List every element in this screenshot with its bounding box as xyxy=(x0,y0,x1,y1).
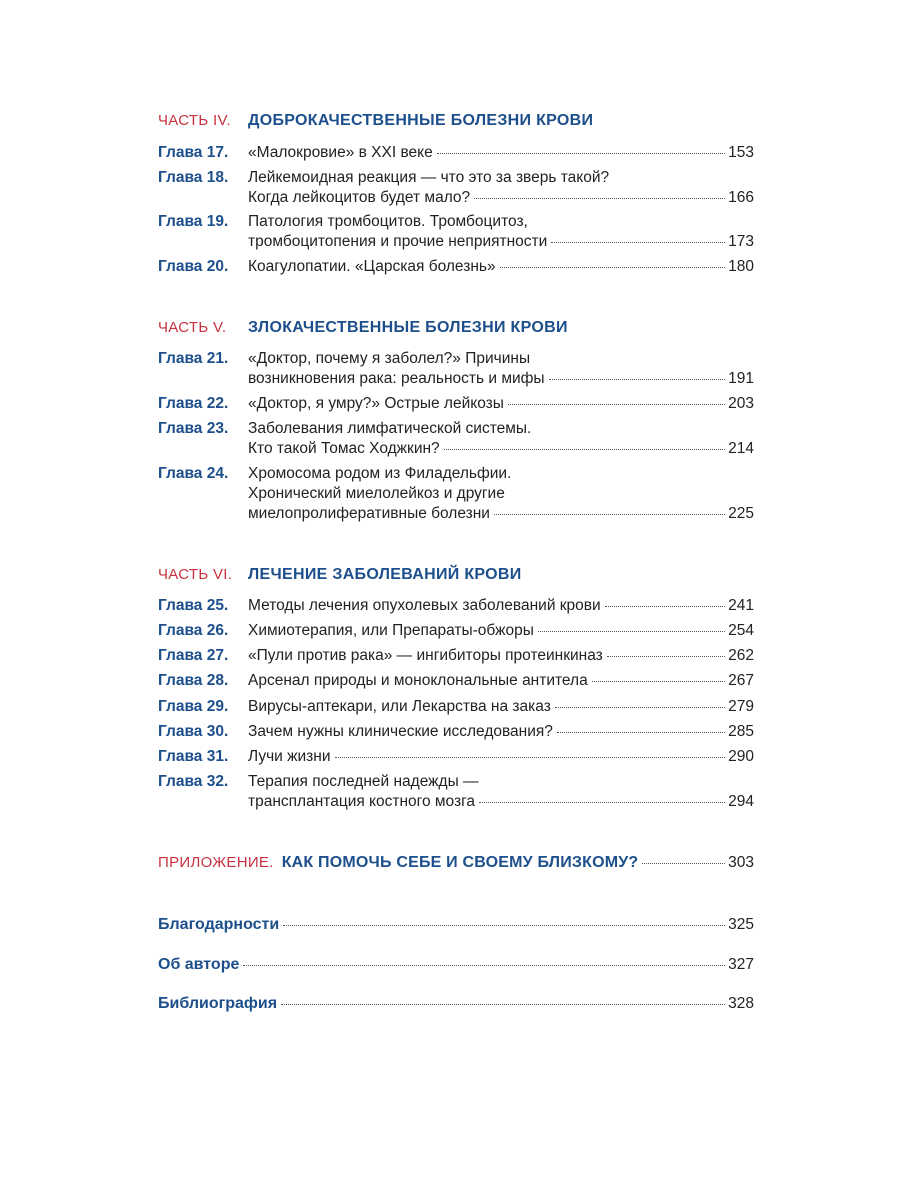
chapter-title: Арсенал природы и моноклональные антитела xyxy=(248,672,588,689)
page-number: 166 xyxy=(728,189,754,206)
page-number: 153 xyxy=(728,144,754,161)
part-title: ЛЕЧЕНИЕ ЗАБОЛЕВАНИЙ КРОВИ xyxy=(248,566,522,583)
dot-leader xyxy=(549,379,726,380)
chapter-label: Глава 28. xyxy=(158,672,229,689)
dot-leader xyxy=(474,198,725,199)
chapter-title: Хромосома родом из Филадельфии. xyxy=(248,465,512,482)
chapter-title: миелопролиферативные болезни xyxy=(248,505,490,522)
end-matter-title: Об авторе xyxy=(158,956,240,973)
chapter-label: Глава 31. xyxy=(158,748,229,765)
chapter-title: Терапия последней надежды — xyxy=(248,773,479,790)
chapter-label: Глава 29. xyxy=(158,698,229,715)
page-number: 262 xyxy=(728,647,754,664)
chapter-title: «Доктор, я умру?» Острые лейкозы xyxy=(248,395,504,412)
dot-leader xyxy=(605,606,725,607)
dot-leader xyxy=(243,965,725,966)
chapter-title: Патология тромбоцитов. Тромбоцитоз, xyxy=(248,213,528,230)
chapter-title: Химиотерапия, или Препараты-обжоры xyxy=(248,622,534,639)
chapter-label: Глава 18. xyxy=(158,169,229,186)
end-matter-title: Библиография xyxy=(158,995,278,1012)
part-title: ДОБРОКАЧЕСТВЕННЫЕ БОЛЕЗНИ КРОВИ xyxy=(248,112,594,129)
part-heading xyxy=(158,109,754,133)
part-label: ЧАСТЬ V. xyxy=(158,319,227,336)
dot-leader xyxy=(592,681,725,682)
dot-leader xyxy=(642,863,725,864)
chapter-title: Когда лейкоцитов будет мало? xyxy=(248,189,471,206)
page-number: 290 xyxy=(728,748,754,765)
end-matter-entry[interactable] xyxy=(158,914,754,936)
dot-leader xyxy=(551,242,725,243)
chapter-title: «Малокровие» в XXI веке xyxy=(248,144,433,161)
page-number: 191 xyxy=(728,370,754,387)
dot-leader xyxy=(494,514,725,515)
chapter-label: Глава 21. xyxy=(158,350,229,367)
chapter-label: Глава 20. xyxy=(158,258,229,275)
page-number: 328 xyxy=(728,995,754,1012)
chapter-title: Вирусы-аптекари, или Лекарства на заказ xyxy=(248,698,551,715)
dot-leader xyxy=(281,1004,725,1005)
page-number: 303 xyxy=(728,854,754,871)
page-number: 173 xyxy=(728,233,754,250)
page-number: 180 xyxy=(728,258,754,275)
chapter-title: Коагулопатии. «Царская болезнь» xyxy=(248,258,496,275)
dot-leader xyxy=(444,449,725,450)
page-number: 241 xyxy=(728,597,754,614)
chapter-title: трансплантация костного мозга xyxy=(248,793,476,810)
page-number: 279 xyxy=(728,698,754,715)
end-matter-title: Благодарности xyxy=(158,916,280,933)
chapter-label: Глава 24. xyxy=(158,465,229,482)
chapter-title: Хронический миелолейкоз и другие xyxy=(248,485,505,502)
part-label: ЧАСТЬ IV. xyxy=(158,112,231,129)
page-number: 285 xyxy=(728,723,754,740)
page-number: 203 xyxy=(728,395,754,412)
appendix-label: ПРИЛОЖЕНИЕ. xyxy=(158,854,274,871)
appendix-title: КАК ПОМОЧЬ СЕБЕ И СВОЕМУ БЛИЗКОМУ? xyxy=(281,854,639,871)
chapter-label: Глава 19. xyxy=(158,213,229,230)
dot-leader xyxy=(437,153,725,154)
chapter-label: Глава 23. xyxy=(158,420,229,437)
part-heading xyxy=(158,563,754,587)
page-number: 254 xyxy=(728,622,754,639)
dot-leader xyxy=(557,732,725,733)
chapter-label: Глава 17. xyxy=(158,144,229,161)
end-matter-entry[interactable] xyxy=(158,993,754,1015)
part-heading xyxy=(158,316,754,340)
part-label: ЧАСТЬ VI. xyxy=(158,566,233,583)
dot-leader xyxy=(508,404,725,405)
page-number: 294 xyxy=(728,793,754,810)
chapter-title: Зачем нужны клинические исследования? xyxy=(248,723,553,740)
chapter-title: Кто такой Томас Ходжкин? xyxy=(248,440,440,457)
chapter-title: «Пули против рака» — ингибиторы протеинкиназ xyxy=(248,647,603,664)
chapter-label: Глава 26. xyxy=(158,622,229,639)
page-number: 325 xyxy=(728,916,754,933)
dot-leader xyxy=(555,707,725,708)
page-number: 267 xyxy=(728,672,754,689)
chapter-label: Глава 30. xyxy=(158,723,229,740)
end-matter-entry[interactable] xyxy=(158,954,754,976)
dot-leader xyxy=(607,656,725,657)
page-number: 225 xyxy=(728,505,754,522)
page-number: 214 xyxy=(728,440,754,457)
appendix-entry[interactable] xyxy=(158,851,754,875)
chapter-label: Глава 32. xyxy=(158,773,229,790)
dot-leader xyxy=(500,267,726,268)
dot-leader xyxy=(538,631,725,632)
chapter-label: Глава 22. xyxy=(158,395,229,412)
chapter-title: Лучи жизни xyxy=(248,748,331,765)
dot-leader xyxy=(335,757,726,758)
page-number: 327 xyxy=(728,956,754,973)
chapter-title: Заболевания лимфатической системы. xyxy=(248,420,532,437)
dot-leader xyxy=(283,925,725,926)
chapter-title: Лейкемоидная реакция — что это за зверь такой? xyxy=(248,169,610,186)
part-title: ЗЛОКАЧЕСТВЕННЫЕ БОЛЕЗНИ КРОВИ xyxy=(248,319,568,336)
chapter-title: тромбоцитопения и прочие неприятности xyxy=(248,233,548,250)
dot-leader xyxy=(479,802,725,803)
chapter-title: Методы лечения опухолевых заболеваний крови xyxy=(248,597,601,614)
chapter-label: Глава 27. xyxy=(158,647,229,664)
chapter-title: «Доктор, почему я заболел?» Причины xyxy=(248,350,531,367)
chapter-label: Глава 25. xyxy=(158,597,229,614)
chapter-title: возникновения рака: реальность и мифы xyxy=(248,370,545,387)
